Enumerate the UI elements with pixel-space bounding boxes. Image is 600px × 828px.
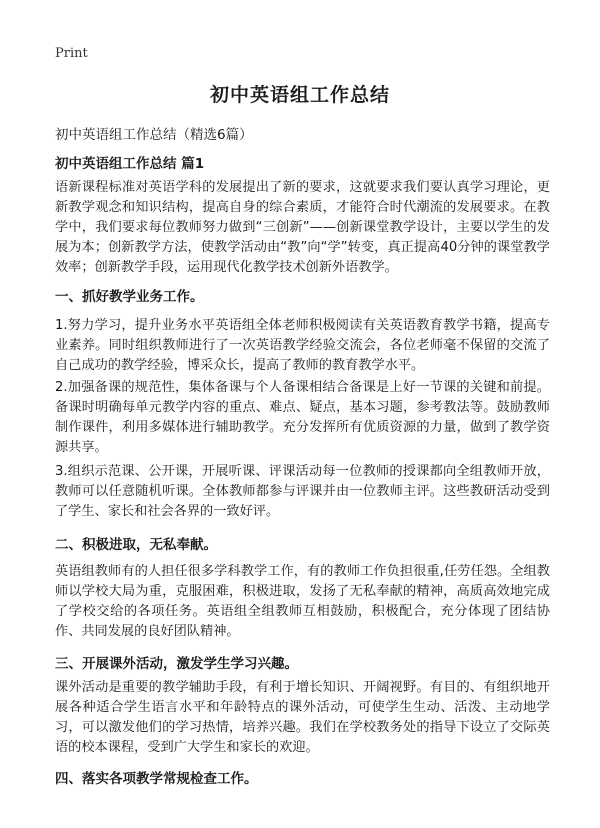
section-1-paragraph-1: 1.努力学习，提升业务水平英语组全体老师积极阅读有关英语教育教学书籍，提高专业素养。同时组织教师进行了一次英语教学经验交流会，各位老师毫不保留的交流了自己成功的教学经验，博采众长，提高了教师的教育教学水平。 [55,318,550,373]
section-1-paragraph-3: 3.组织示范课、公开课，开展听课、评课活动每一位教师的授课都向全组教师开放，教师可以任意随机听课。全体教师都参与评课并由一位教师主评。这些教研活动受到了学生、家长和社会各界的一致好评。 [55,464,550,519]
document-title: 初中英语组工作总结 [209,84,390,106]
section-1-paragraph-2: 2.加强备课的规范性，集体备课与个人备课相结合备课是上好一节课的关键和前提。备课时明确每单元教学内容的重点、难点、疑点，基本习题，参考教法等。鼓励教师制作课件，利用多媒体进行辅助教学。充分发挥所有优质资源的力量，做到了教学资源共享。 [55,380,550,455]
print-label[interactable]: Print [55,46,88,61]
intro-paragraph: 语新课程标准对英语学科的发展提出了新的要求，这就要求我们要认真学习理论，更新教学观念和知识结构，提高自身的综合素质，才能符合时代潮流的发展要求。在教学中，我们要求每位教师努力做到“三创新”——创新课堂教学设计，主要以学生的发展为本；创新教学方法，使教学活动由“教”向“学”转变，真正提高40分钟的课堂教学效率；创新教学手段，运用现代化教学技术创新外语教学。 [55,180,550,275]
section-1-heading: 一、抓好教学业务工作。 [55,289,204,305]
section-2-heading: 二、积极进取，无私奉献。 [55,537,217,553]
section-3-heading: 三、开展课外活动，激发学生学习兴趣。 [55,656,298,672]
section-4-heading: 四、落实各项教学常规检查工作。 [55,771,258,787]
section-3-paragraph-1: 课外活动是重要的教学辅助手段，有利于增长知识、开阔视野。有目的、有组织地开展各种适合学生语言水平和年龄特点的课外活动，可使学生生动、活泼、主动地学习，可以激发他们的学习热情，培养兴趣。我们在学校教务处的指导下设立了交际英语的校本课程，受到广大学生和家长的欢迎。 [55,680,550,755]
document-subtitle: 初中英语组工作总结（精选6篇） [55,127,253,143]
section-2-paragraph-1: 英语组教师有的人担任很多学科教学工作，有的教师工作负担很重,任劳任怨。全组教师以学校大局为重，克服困难，积极进取，发扬了无私奉献的精神，高质高效地完成了学校交给的各项任务。英语组全组教师互相鼓励，积极配合，充分体现了团结协作、共同发展的良好团队精神。 [55,564,550,639]
article-heading: 初中英语组工作总结 篇1 [55,156,205,172]
